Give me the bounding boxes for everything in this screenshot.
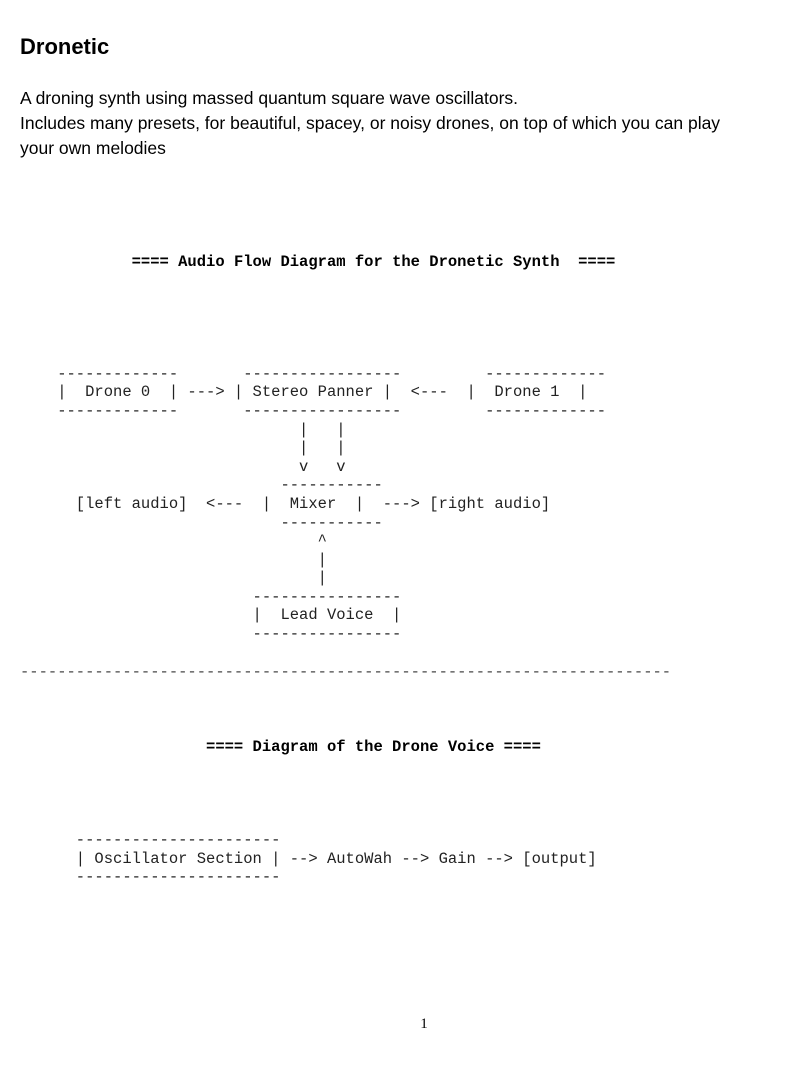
audio-flow-line bbox=[20, 346, 615, 365]
audio-flow-heading-text: ==== Audio Flow Diagram for the Dronetic Synth ==== bbox=[131, 253, 616, 272]
drone-voice-lines bbox=[20, 794, 597, 887]
audio-flow-lines bbox=[20, 309, 615, 644]
audio-flow-line: ----------- bbox=[20, 476, 383, 495]
audio-flow-line: ---------------- bbox=[20, 625, 402, 644]
audio-flow-line: | Drone 0 | ---> | Stereo Panner | <--- | Drone 1 | bbox=[20, 383, 588, 402]
drone-voice-heading bbox=[20, 738, 597, 757]
drone-voice-diagram bbox=[20, 701, 597, 906]
audio-flow-line: ---------------- bbox=[20, 587, 402, 606]
description-line-3: your own melodies bbox=[20, 138, 166, 158]
description-line-1: A droning synth using massed quantum square wave oscillators. bbox=[20, 88, 519, 108]
description bbox=[20, 86, 800, 161]
drone-voice-line bbox=[20, 813, 597, 832]
audio-flow-line: ^ bbox=[20, 532, 327, 551]
audio-flow-line: ------------- ----------------- ------------- bbox=[20, 401, 606, 420]
drone-voice-line: | Oscillator Section | --> AutoWah --> Gain --> [output] bbox=[20, 849, 597, 868]
audio-flow-line: | | bbox=[20, 439, 346, 458]
drone-voice-line bbox=[20, 794, 597, 813]
audio-flow-line: | | bbox=[20, 420, 346, 439]
audio-flow-line: v v bbox=[20, 457, 346, 476]
page-number: 1 bbox=[420, 1016, 428, 1032]
audio-flow-line: | Lead Voice | bbox=[20, 606, 402, 625]
page-title: Dronetic bbox=[20, 34, 110, 59]
audio-flow-line: | bbox=[20, 550, 327, 569]
audio-flow-line: ----------- bbox=[20, 513, 383, 532]
audio-flow-line bbox=[20, 328, 615, 347]
audio-flow-line: ------------- ----------------- ------------- bbox=[20, 364, 606, 383]
audio-flow-line: [left audio] <--- | Mixer | ---> [right audio] bbox=[20, 494, 551, 513]
audio-flow-heading bbox=[20, 253, 615, 272]
section-separator: ---------------------------------------------------------------------- bbox=[20, 663, 672, 681]
drone-voice-heading-text: ==== Diagram of the Drone Voice ==== bbox=[206, 738, 541, 757]
description-line-2: Includes many presets, for beautiful, spacey, or noisy drones, on top of which you can play bbox=[20, 113, 721, 133]
drone-voice-line: ---------------------- bbox=[20, 868, 281, 887]
audio-flow-line: | bbox=[20, 569, 327, 588]
audio-flow-diagram bbox=[20, 216, 615, 662]
drone-voice-line: ---------------------- bbox=[20, 831, 281, 850]
audio-flow-line bbox=[20, 309, 615, 328]
